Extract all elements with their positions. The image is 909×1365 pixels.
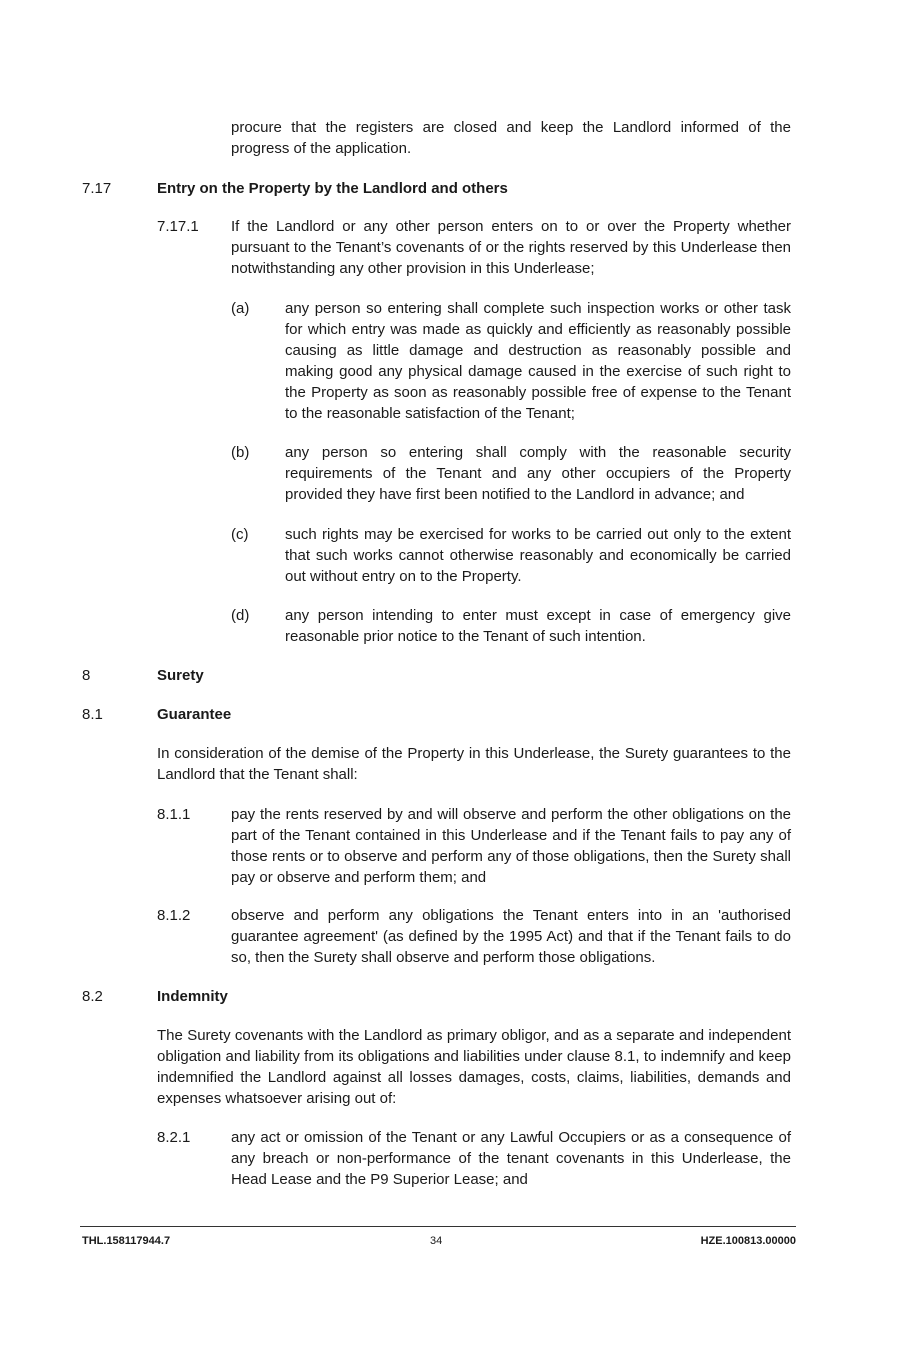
footer-matter-reference: HZE.100813.00000 <box>700 1235 796 1247</box>
clause-8-1-2-text: observe and perform any obligations the Tenant enters into in an 'authorised guarantee agreement' (as defined by the 1995 Act) and that if the Tenant fails to do so, then the Surety shall observe and perform those obligations. <box>231 907 791 966</box>
footer-document-reference: THL.158117944.7 <box>82 1235 171 1247</box>
clause-8-2-1-text: any act or omission of the Tenant or any Lawful Occupiers or as a consequence of any breach or non-performance of the tenant covenants in this Underlease, the Head Lease and the P9 Superior Lease; and <box>231 1129 791 1188</box>
clause-8-1-1-text: pay the rents reserved by and will observe and perform the other obligations on the part of the Tenant contained in this Underlease and if the Tenant fails to pay any of those rents or to observe and perform any of those obligations, then the Surety shall pay or observe and perform them; and <box>231 806 791 886</box>
clause-8-1-number: 8.1 <box>82 706 103 723</box>
item-b-text: any person so entering shall comply with the reasonable security requirements of the Tenant and any other occupiers of the Property provided they have first been notified to the Landlord in advance; and <box>285 444 791 503</box>
clause-8-2-text: The Surety covenants with the Landlord as primary obligor, and as a separate and independent obligation and liability from its obligations and liabilities under clause 8.1, to indemnify and keep indemnified the Landlord against all losses damages, costs, claims, liabilities, demands and expenses whatsoever arising out of: <box>157 1027 791 1107</box>
item-a-text: any person so entering shall complete such inspection works or other task for which entry was made as quickly and efficiently as reasonably possible causing as little damage and destruction as reasonably possible and making good any physical damage caused in the exercise of such right to the Property as soon as reasonably possible free of expense to the Tenant to the reasonable satisfaction of the Tenant; <box>285 300 791 422</box>
clause-8-heading: Surety <box>157 667 204 684</box>
item-b-label: (b) <box>231 444 250 461</box>
item-d-text: any person intending to enter must except in case of emergency give reasonable prior notice to the Tenant of such intention. <box>285 607 791 645</box>
item-d-label: (d) <box>231 607 250 624</box>
clause-8-2-1-number: 8.2.1 <box>157 1129 191 1146</box>
item-c-text: such rights may be exercised for works to be carried out only to the extent that such works cannot otherwise reasonably and economically be carried out without entry on to the Property. <box>285 526 791 585</box>
clause-7-17-1-text: If the Landlord or any other person enters on to or over the Property whether pursuant to the Tenant’s covenants of or the rights reserved by this Underlease then notwithstanding any other provision in this Underlease; <box>231 218 791 277</box>
clause-7-17-heading: Entry on the Property by the Landlord and others <box>157 180 508 197</box>
footer-page-number: 34 <box>430 1235 443 1247</box>
clause-8-2-number: 8.2 <box>82 988 103 1005</box>
item-c-label: (c) <box>231 526 249 543</box>
clause-8-1-1-number: 8.1.1 <box>157 806 191 823</box>
item-a-label: (a) <box>231 300 250 317</box>
intro-paragraph: procure that the registers are closed and keep the Landlord informed of the progress of the application. <box>231 119 791 157</box>
clause-8-1-heading: Guarantee <box>157 706 232 723</box>
clause-7-17-1-number: 7.17.1 <box>157 218 199 235</box>
footer-divider <box>80 1226 796 1227</box>
clause-8-1-text: In consideration of the demise of the Property in this Underlease, the Surety guarantees to the Landlord that the Tenant shall: <box>157 745 791 783</box>
clause-7-17-number: 7.17 <box>82 180 112 197</box>
clause-8-1-2-number: 8.1.2 <box>157 907 191 924</box>
clause-8-2-heading: Indemnity <box>157 988 228 1005</box>
clause-8-number: 8 <box>82 667 91 684</box>
